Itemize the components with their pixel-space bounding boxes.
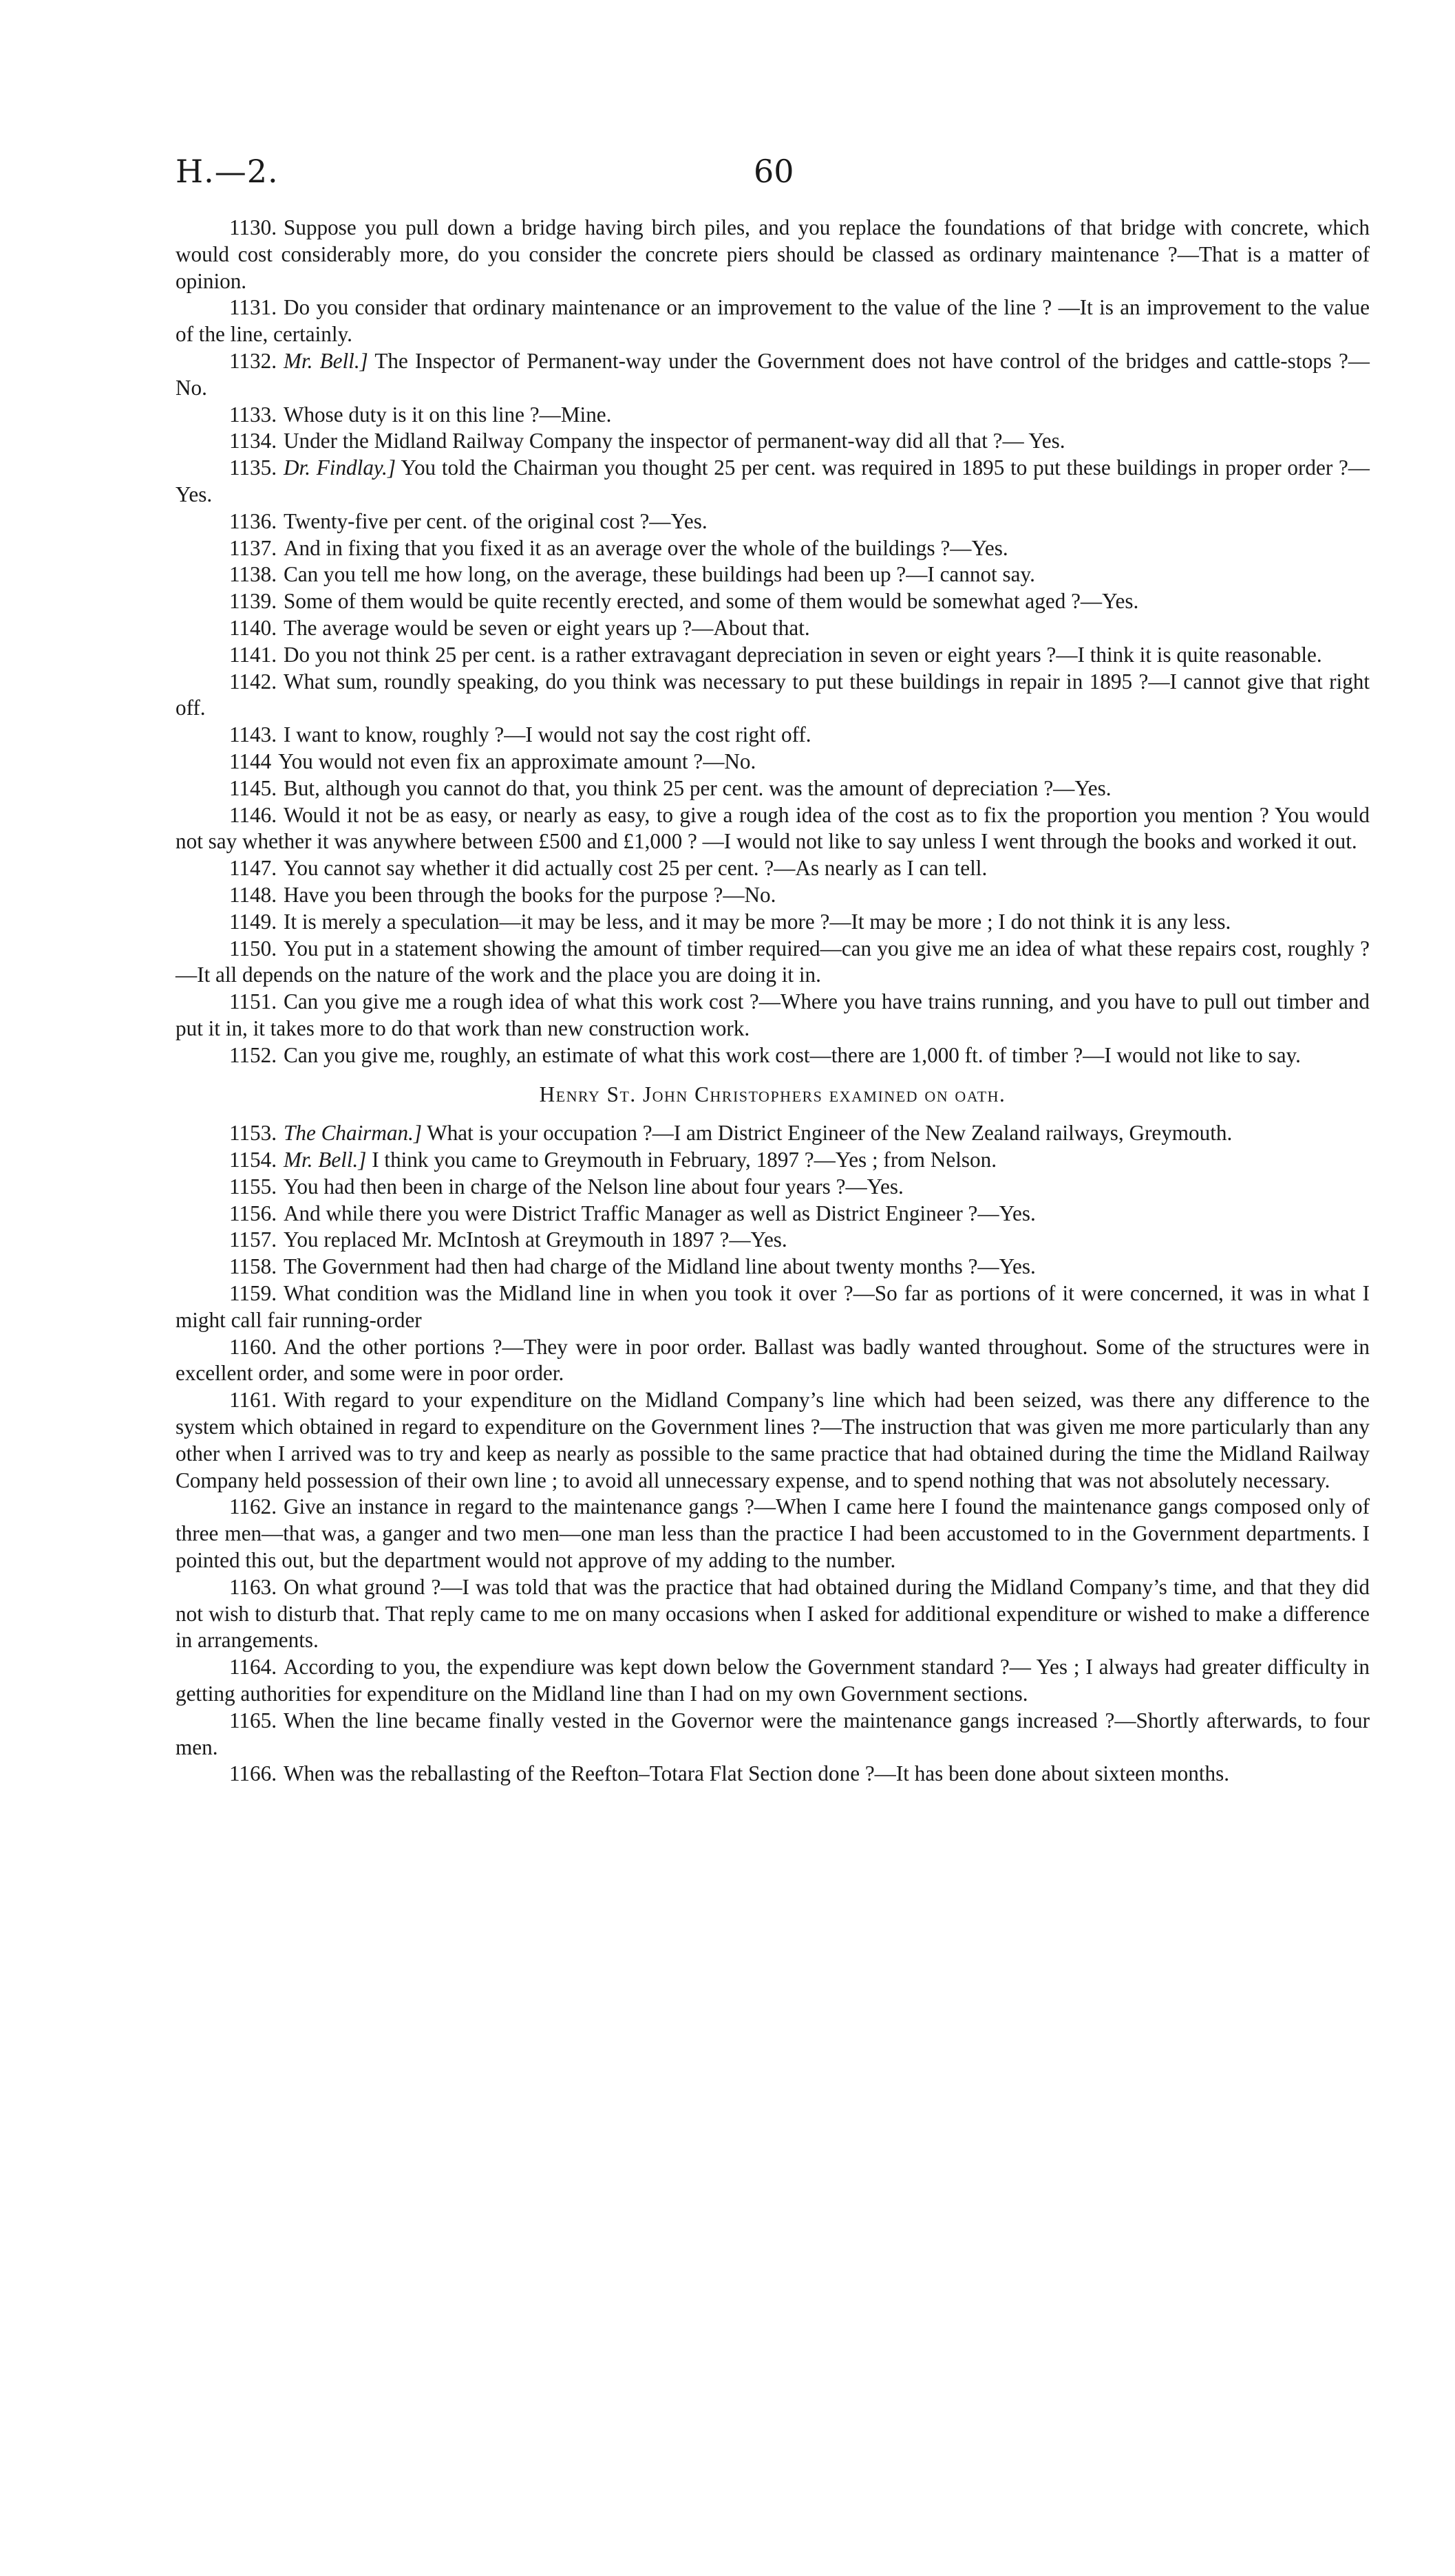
question-paragraph: [176, 1654, 1370, 1708]
question-number: 1130.: [229, 215, 277, 239]
question-paragraph: [176, 1494, 1370, 1574]
question-number: 1154.: [229, 1148, 277, 1172]
question-number: 1163.: [229, 1574, 277, 1599]
question-paragraph: [176, 936, 1370, 989]
question-text: When the line became finally vested in the Governor were the maintenance gangs increased ?—Shortly afterwards, to four men.: [176, 1708, 1370, 1759]
witness-heading: Henry St. John Christophers examined on oath.: [539, 1082, 1006, 1106]
question-number: 1138.: [229, 562, 277, 587]
question-text: Can you tell me how long, on the average, these buildings had been up ?—I cannot say.: [284, 562, 1035, 587]
question-number: 1149.: [229, 909, 277, 934]
question-paragraph: [176, 561, 1370, 588]
question-text: I think you came to Greymouth in February, 1897 ?—Yes ; from Nelson.: [372, 1148, 997, 1172]
question-paragraph: [176, 1120, 1370, 1147]
question-text: What sum, roundly speaking, do you think was necessary to put these buildings in repair in 1895 ?—I cannot give that right off.: [176, 669, 1370, 720]
question-text: But, although you cannot do that, you think 25 per cent. was the amount of depreciation ?—Yes.: [284, 775, 1112, 800]
question-number: 1133.: [229, 402, 277, 427]
question-number: 1145.: [229, 775, 277, 800]
question-paragraph: [176, 1042, 1370, 1069]
question-paragraph: [176, 402, 1370, 429]
question-text: You replaced Mr. McIntosh at Greymouth in 1897 ?—Yes.: [284, 1227, 787, 1252]
question-paragraph: [176, 642, 1370, 669]
question-paragraph: [176, 1201, 1370, 1227]
question-number: 1153.: [229, 1121, 277, 1146]
question-number: 1144: [229, 749, 272, 773]
question-text: You told the Chairman you thought 25 per cent. was required in 1895 to put these buildings in proper order ?—Yes.: [176, 455, 1370, 506]
question-paragraph: [176, 294, 1370, 348]
question-paragraph: [176, 1708, 1370, 1761]
question-paragraph: [176, 802, 1370, 856]
question-number: 1165.: [229, 1708, 277, 1732]
question-paragraph: [176, 749, 1370, 775]
question-text: Twenty-five per cent. of the original cost ?—Yes.: [284, 508, 708, 533]
question-number: 1137.: [229, 535, 277, 560]
question-paragraph: [176, 428, 1370, 455]
question-paragraph: [176, 535, 1370, 562]
question-text: Suppose you pull down a bridge having birch piles, and you replace the foundations of that bridge with concrete, which would cost considerably more, do you consider the concrete piers should be classed as ordinary maintenance ?—That is a matter of opinion.: [176, 215, 1370, 293]
question-text: Can you give me, roughly, an estimate of what this work cost—there are 1,000 ft. of timber ?—I would not like to say.: [284, 1042, 1301, 1067]
question-number: 1140.: [229, 615, 277, 640]
question-number: 1155.: [229, 1174, 277, 1199]
question-text: And the other portions ?—They were in poor order. Ballast was badly wanted throughout. Some of the structures were in excellent order, and some were in poor order.: [176, 1334, 1370, 1386]
question-paragraph: [176, 615, 1370, 642]
question-number: 1131.: [229, 295, 277, 320]
question-number: 1143.: [229, 722, 277, 747]
question-text: The Inspector of Permanent-way under the Government does not have control of the bridges and cattle-stops ?—No.: [176, 348, 1370, 400]
page-header: [176, 153, 1373, 201]
speaker-name: Mr. Bell.]: [284, 1148, 367, 1172]
question-text: When was the reballasting of the Reefton–Totara Flat Section done ?—It has been done about sixteen months.: [284, 1761, 1230, 1786]
question-number: 1132.: [229, 348, 277, 373]
question-text: The average would be seven or eight years up ?—About that.: [284, 615, 810, 640]
question-number: 1166.: [229, 1761, 277, 1786]
question-text: With regard to your expenditure on the Midland Company’s line which had been seized, was there any difference to the system which obtained in regard to expenditure on the Government lines ?—The instruction that was given me more particularly than any other when I arrived was to try and keep as nearly as possible to the same practice that had obtained during the time the Midland Railway Company held possession of their own line ; to avoid all unnecessary expense, and to spend nothing that was not absolutely necessary.: [176, 1388, 1370, 1492]
question-text: On what ground ?—I was told that was the practice that had obtained during the Midland Company’s time, and that they did not wish to disturb that. That reply came to me on many occasions when I asked for additional expenditure or wished to make a difference in arrangements.: [176, 1574, 1370, 1653]
question-text: What condition was the Midland line in when you took it over ?—So far as portions of it were concerned, it was in what I might call fair running-order: [176, 1281, 1370, 1332]
question-text: Have you been through the books for the purpose ?—No.: [284, 882, 776, 907]
question-number: 1148.: [229, 882, 277, 907]
question-number: 1146.: [229, 802, 277, 827]
question-text: Some of them would be quite recently erected, and some of them would be somewhat aged ?—Yes.: [284, 589, 1139, 614]
question-paragraph: [176, 722, 1370, 749]
question-number: 1156.: [229, 1201, 277, 1225]
page-body: [176, 215, 1370, 1788]
question-number: 1134.: [229, 429, 277, 453]
question-number: 1139.: [229, 589, 277, 614]
question-text: According to you, the expendiure was kept down below the Government standard ?— Yes ; I always had greater difficulty in getting authorities for expenditure on the Midland line than I had on my own Government sections.: [176, 1655, 1370, 1706]
question-paragraph: [176, 1174, 1370, 1201]
question-text: And in fixing that you fixed it as an average over the whole of the buildings ?—Yes.: [284, 535, 1008, 560]
question-paragraph: [176, 1280, 1370, 1334]
speaker-name: The Chairman.]: [284, 1121, 423, 1146]
question-paragraph: [176, 348, 1370, 402]
question-number: 1142.: [229, 669, 277, 694]
testimony-section-2: [176, 1120, 1370, 1788]
question-text: You had then been in charge of the Nelson line about four years ?—Yes.: [284, 1174, 904, 1199]
question-text: Give an instance in regard to the maintenance gangs ?—When I came here I found the maintenance gangs composed only of three men—that was, a ganger and two men—one man less than the practice I had been accustomed to in the Government departments. I pointed this out, but the department would not approve of my adding to the number.: [176, 1494, 1370, 1573]
question-paragraph: [176, 775, 1370, 802]
question-text: And while there you were District Traffic Manager as well as District Engineer ?—Yes.: [284, 1201, 1036, 1225]
question-paragraph: [176, 215, 1370, 294]
question-text: You would not even fix an approximate amount ?—No.: [278, 749, 756, 773]
question-text: Can you give me a rough idea of what this work cost ?—Where you have trains running, and you have to pull out timber and put it in, it takes more to do that work than new construction work.: [176, 989, 1370, 1040]
question-paragraph: [176, 1387, 1370, 1494]
question-text: What is your occupation ?—I am District Engineer of the New Zealand railways, Greymouth.: [427, 1121, 1233, 1146]
question-number: 1164.: [229, 1655, 277, 1679]
question-text: It is merely a speculation—it may be less, and it may be more ?—It may be more ; I do not think it is any less.: [284, 909, 1231, 934]
question-paragraph: [176, 669, 1370, 722]
question-text: Would it not be as easy, or nearly as easy, to give a rough idea of the cost as to fix the proportion you mention ? You would not say whether it was anywhere between £500 and £1,000 ? —I would not like to say unless I went through the books and worked it out.: [176, 802, 1370, 854]
question-number: 1159.: [229, 1281, 277, 1306]
question-number: 1158.: [229, 1254, 277, 1279]
question-number: 1162.: [229, 1494, 277, 1519]
question-text: Under the Midland Railway Company the inspector of permanent-way did all that ?— Yes.: [284, 429, 1065, 453]
question-number: 1147.: [229, 856, 277, 881]
question-number: 1152.: [229, 1042, 277, 1067]
question-paragraph: [176, 1334, 1370, 1388]
question-paragraph: [176, 455, 1370, 508]
question-paragraph: [176, 1227, 1370, 1254]
question-text: Do you consider that ordinary maintenance or an improvement to the value of the line ? —It is an improvement to the value of the line, certainly.: [176, 295, 1370, 347]
question-paragraph: [176, 909, 1370, 936]
question-text: You cannot say whether it did actually cost 25 per cent. ?—As nearly as I can tell.: [284, 856, 988, 881]
question-paragraph: [176, 989, 1370, 1042]
question-paragraph: [176, 588, 1370, 615]
question-paragraph: [176, 508, 1370, 535]
question-paragraph: [176, 882, 1370, 909]
question-paragraph: [176, 1254, 1370, 1280]
question-paragraph: [176, 1147, 1370, 1174]
question-text: Whose duty is it on this line ?—Mine.: [284, 402, 612, 427]
speaker-name: Mr. Bell.]: [284, 348, 368, 373]
question-paragraph: [176, 855, 1370, 882]
question-text: Do you not think 25 per cent. is a rather extravagant depreciation in seven or eight years ?—I think it is quite reasonable.: [284, 642, 1322, 667]
question-paragraph: [176, 1574, 1370, 1654]
question-text: The Government had then had charge of the Midland line about twenty months ?—Yes.: [284, 1254, 1036, 1279]
question-number: 1141.: [229, 642, 277, 667]
question-number: 1157.: [229, 1227, 277, 1252]
document-id: H.—2.: [176, 153, 279, 190]
question-number: 1151.: [229, 989, 277, 1014]
question-number: 1136.: [229, 508, 277, 533]
question-number: 1160.: [229, 1334, 277, 1359]
question-number: 1135.: [229, 455, 277, 480]
question-number: 1150.: [229, 936, 277, 960]
question-text: I want to know, roughly ?—I would not say the cost right off.: [284, 722, 811, 747]
question-paragraph: [176, 1761, 1370, 1788]
question-number: 1161.: [229, 1388, 277, 1413]
page-number: 60: [754, 153, 794, 190]
speaker-name: Dr. Findlay.]: [284, 455, 396, 480]
testimony-section-1: [176, 215, 1370, 1069]
question-text: You put in a statement showing the amount of timber required—can you give me an idea of what these repairs cost, roughly ?—It all depends on the nature of the work and the place you are doing it in.: [176, 936, 1370, 987]
